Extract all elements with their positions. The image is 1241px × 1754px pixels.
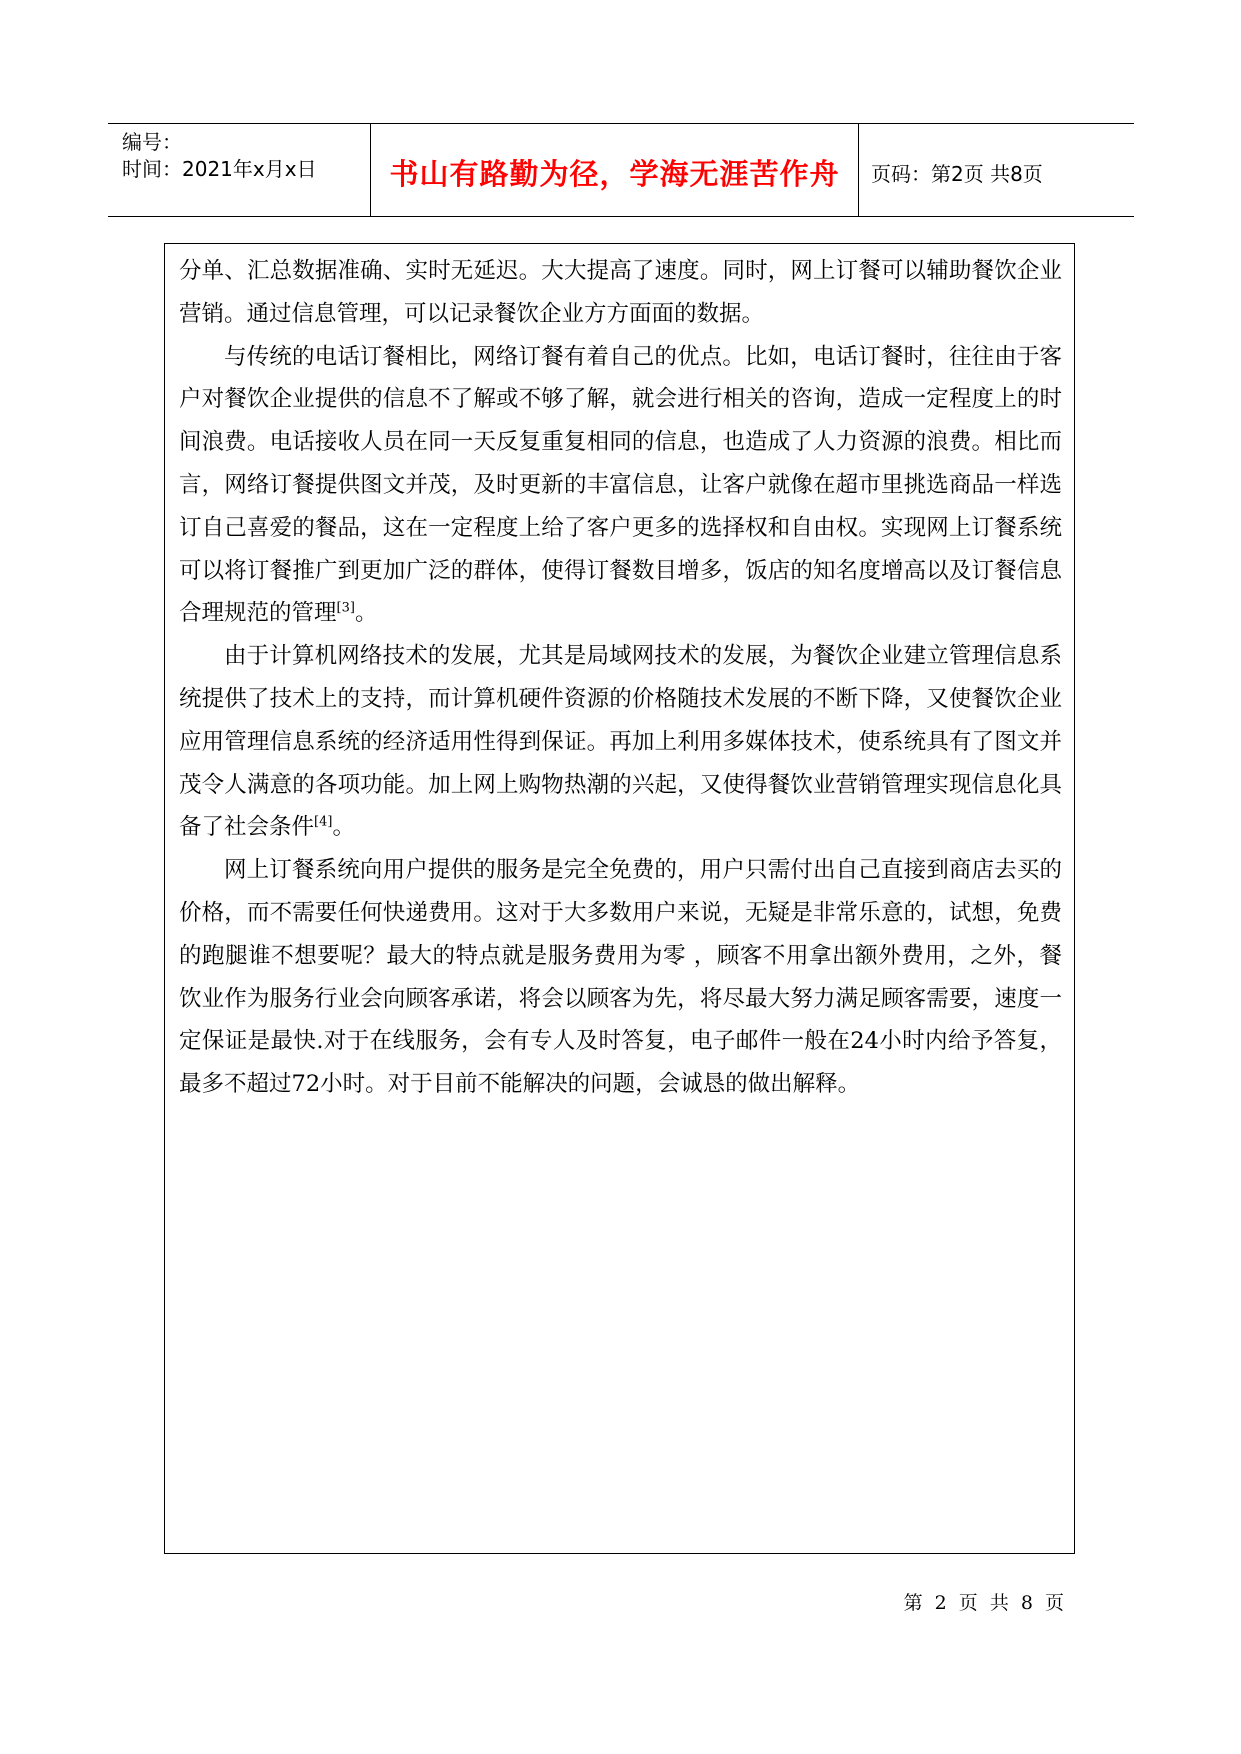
paragraph-text: 网上订餐系统向用户提供的服务是完全免费的，用户只需付出自己直接到商店去买的价格，而不需要任何快递费用。这对于大多数用户来说，无疑是非常乐意的，试想，免费的跑腿谁不想要呢？最大的特点就是服务费用为零 ，顾客不用拿出额外费用，之外，餐饮业作为服务行业会向顾客承诺，将会以顾客为先，将尽最大努力满足顾客需要，速度一定保证是最快.对于在线服务，会有专人及时答复，电子邮件一般在24小时内给予答复，最多不超过72小时。对于目前不能解决的问题，会诚恳的做出解释。: [179, 857, 1062, 1098]
page-footer: 第 2 页 共 8 页: [903, 1592, 1067, 1614]
paragraph-text: 分单、汇总数据准确、实时无延迟。大大提高了速度。同时，网上订餐可以辅助餐饮企业营销。通过信息管理，可以记录餐饮企业方方面面的数据。: [179, 258, 1062, 327]
paragraph-tail: 。: [332, 814, 355, 841]
header-meta-cell: [108, 124, 371, 216]
content-box: [164, 243, 1075, 1554]
paragraph-text: 与传统的电话订餐相比，网络订餐有着自己的优点。比如，电话订餐时，往往由于客户对餐饮企业提供的信息不了解或不够了解，就会进行相关的咨询，造成一定程度上的时间浪费。电话接收人员在同一天反复重复相同的信息，也造成了人力资源的浪费。相比而言，网络订餐提供图文并茂，及时更新的丰富信息，让客户就像在超市里挑选商品一样选订自己喜爱的餐品，这在一定程度上给了客户更多的选择权和自由权。实现网上订餐系统可以将订餐推广到更加广泛的群体，使得订餐数目增多，饭店的知名度增高以及订餐信息合理规范的管理: [179, 343, 1062, 627]
paragraph-text: 由于计算机网络技术的发展，尤其是局域网技术的发展，为餐饮企业建立管理信息系统提供了技术上的支持，而计算机硬件资源的价格随技术发展的不断下降，又使餐饮企业应用管理信息系统的经济适用性得到保证。再加上利用多媒体技术，使系统具有了图文并茂令人满意的各项功能。加上网上购物热潮的兴起，又使得餐饮业营销管理实现信息化具备了社会条件: [179, 643, 1062, 841]
document-number-label: 编号：: [122, 130, 182, 154]
citation-ref: [3]: [336, 600, 355, 616]
paragraph-4: [179, 849, 1062, 1106]
document-header: [108, 123, 1134, 217]
header-motto: 书山有路勤为径，学海无涯苦作舟: [371, 124, 859, 216]
document-date: 时间：2021年x月x日: [122, 157, 317, 181]
paragraph-2: [179, 336, 1062, 636]
citation-ref: [4]: [314, 814, 333, 830]
paragraph-tail: 。: [354, 600, 378, 627]
header-page-code: 页码：第2页 共8页: [871, 161, 1043, 186]
paragraph-1: [179, 250, 1062, 336]
paragraph-3: [179, 635, 1062, 849]
